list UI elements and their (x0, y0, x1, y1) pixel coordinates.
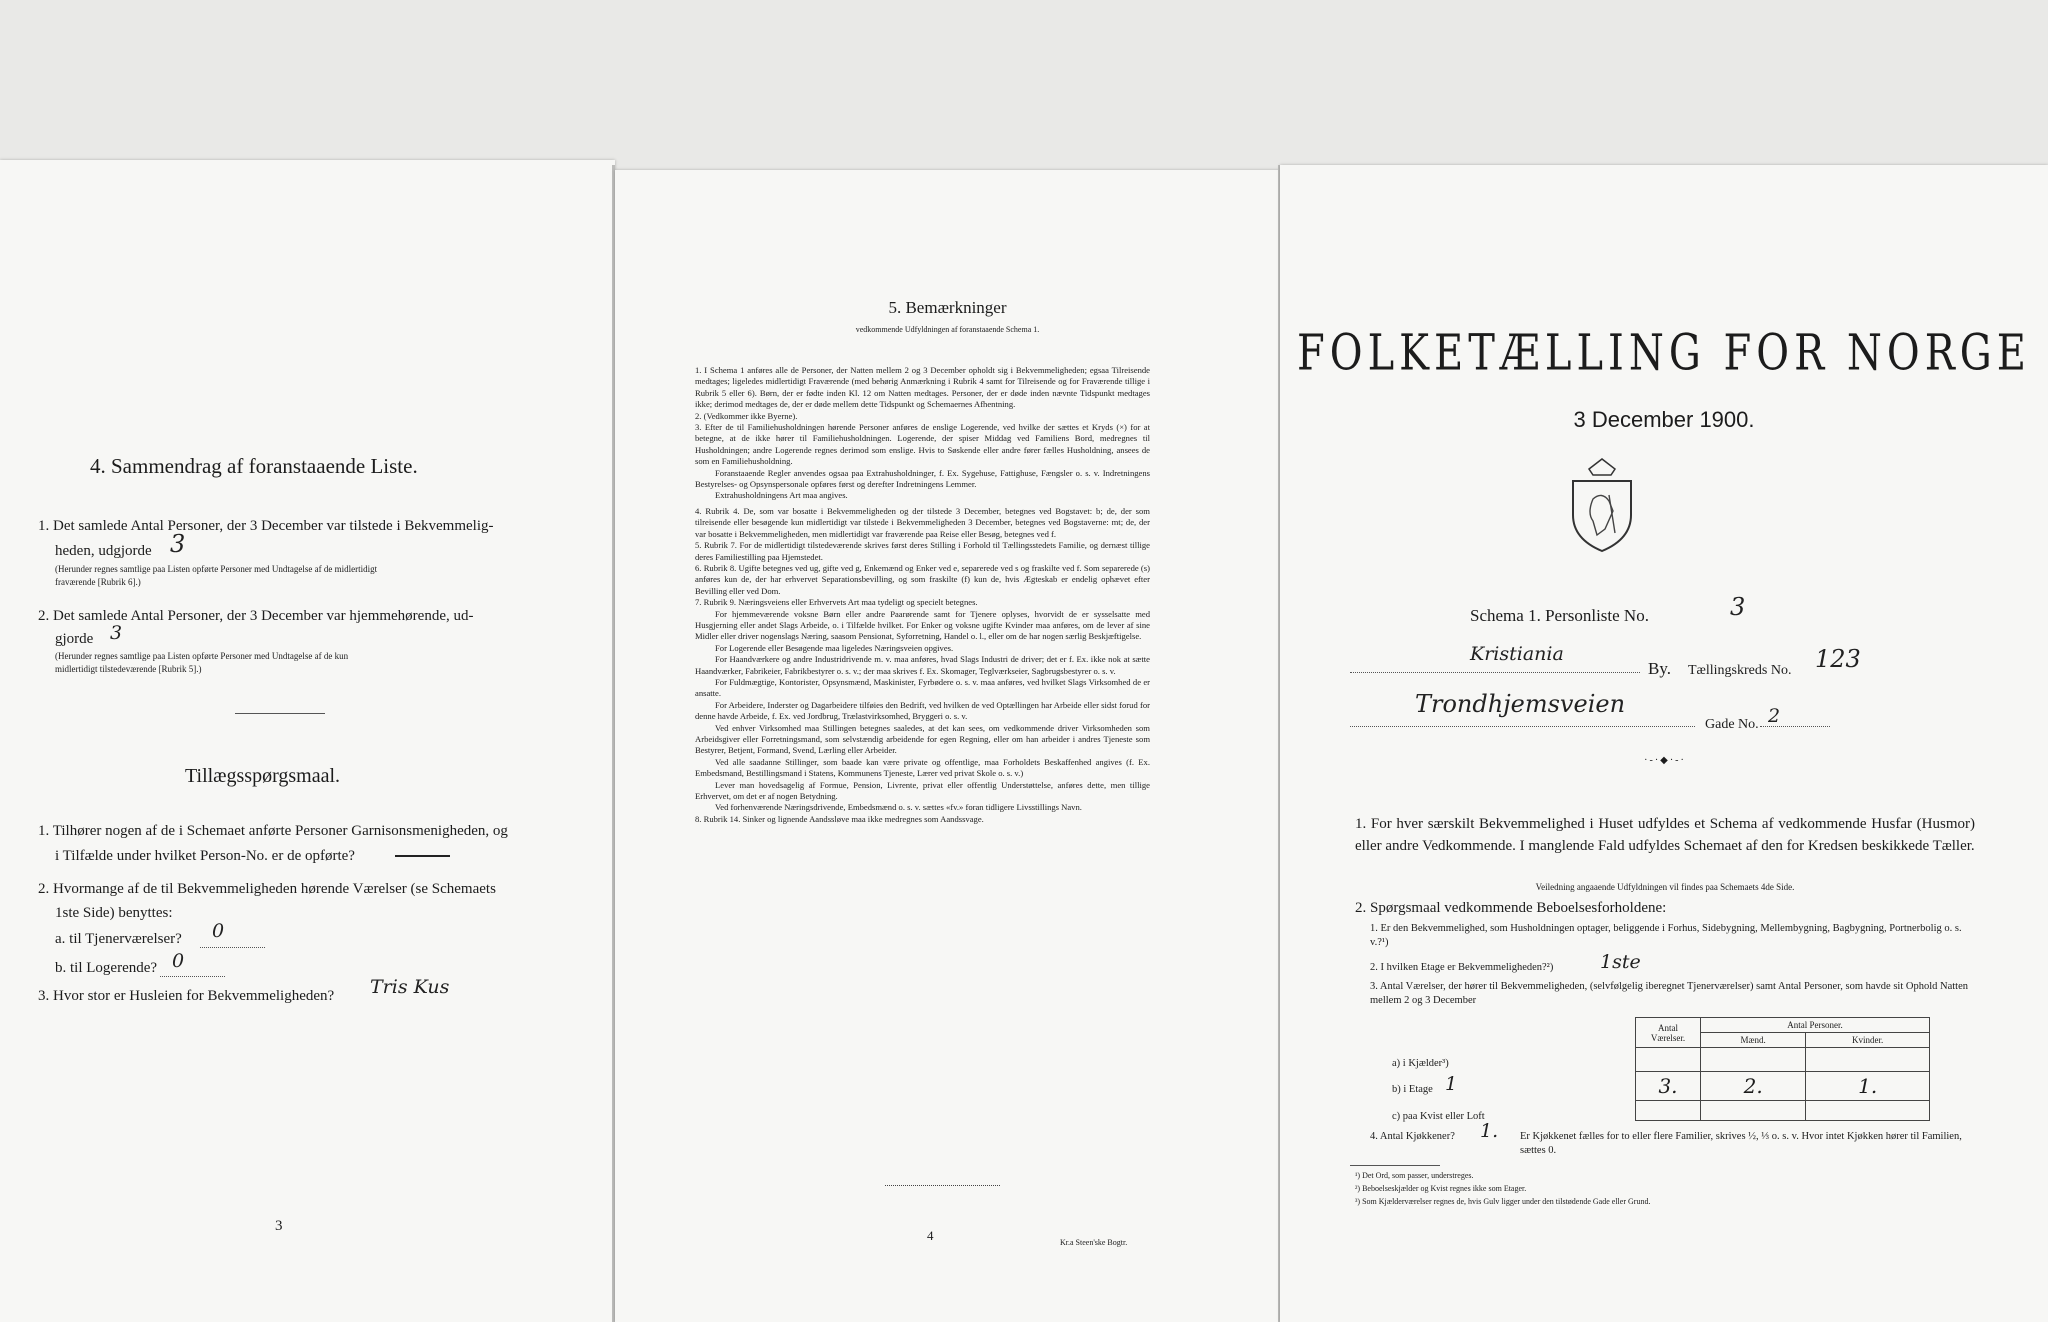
q2-note-2: midlertidigt tilstedeværende [Rubrik 5].) (55, 664, 202, 674)
remark-paragraph: Foranstaaende Regler anvendes ogsaa paa Extrahusholdninger, f. Ex. Sygehuse, Fattighuse, Fængsler o. s. v. Indretningens Bestyrelses- og Opsynspersonale opføres først og derefter Indretningens Lemmer. (695, 467, 1150, 490)
remark-paragraph: For Arbeidere, Inderster og Dagarbeidere tilføies den Bedrift, ved hvilken de ved Optællingen har Arbeide eller sidst forud for denne havde Arbeide, f. Ex. ved Jordbrug, Trælastvirksomhed, Bryggeri o. s. v. (695, 699, 1150, 722)
s2a-label: a. til Tjenerværelser? (55, 931, 182, 947)
divider (885, 1185, 1000, 1186)
th-persons: Antal Personer. (1701, 1018, 1930, 1033)
census-date: 3 December 1900. (1573, 407, 1755, 432)
s1-answer-stroke (395, 855, 450, 857)
row-a-label: a) i Kjælder³) (1392, 1058, 1449, 1069)
supplementary-title: Tillægsspørgsmaal. (185, 765, 341, 787)
census-title: FOLKETÆLLING FOR NORGE (1297, 324, 2031, 382)
instruction-2: 2. Spørgsmaal vedkommende Beboelsesforholdene: (1355, 900, 1667, 916)
schema-value: 3 (1730, 593, 1746, 621)
s2-text-2: 1ste Side) benyttes: (55, 905, 173, 921)
remarks-subtitle: vedkommende Udfyldningen af foranstaaende Schema 1. (855, 325, 1040, 334)
page-1 (1280, 165, 2048, 1322)
q2-note: (Herunder regnes samtlige paa Listen opførte Personer med Undtagelse af de kun (55, 651, 349, 661)
remark-paragraph: 4. Rubrik 4. De, som var bosatte i Bekvemmeligheden og der tilstede 3 December, betegnes ved Bogstavet: b; de, der som tilreisende eller besøgende kun midlertidigt var tilstede i Bekvemmeligheden 3 December, betegnes ved Bogstaverne: mt; de, der var bosatte i Bekvemmeligheden, men midlertidigt var fraværende paa Reise eller Besøg, betegnes ved f. (695, 505, 1150, 539)
q2-text-2: gjorde (55, 631, 94, 647)
s2-text: 2. Hvormange af de til Bekvemmeligheden hørende Værelser (se Schemaets (38, 881, 496, 897)
question-2: 2. I hvilken Etage er Bekvemmeligheden?²) (1370, 962, 1554, 973)
remark-paragraph: For Haandværkere og andre Industridrivende m. v. maa anføres, hvad Slags Industri de driver; det er f. Ex. ikke nok at sætte Haandværker, Fabrikeier, Fabrikbestyrer o. s. v.; der maa skrives f. Ex. Skomager, Teglværkseier, Sagbrugsbestyrer o. s. v. (695, 654, 1150, 676)
remark-paragraph: 2. (Vedkommer ikke Byerne). (695, 410, 798, 421)
district-label: Tællingskreds No. (1688, 663, 1792, 678)
by-label: By. (1648, 659, 1671, 678)
s2a-value: 0 (212, 920, 225, 942)
remark-paragraph: Extrahusholdningens Art maa angives. (715, 490, 848, 501)
schema-label: Schema 1. Personliste No. (1470, 606, 1649, 625)
remark-paragraph: 1. I Schema 1 anføres alle de Personer, der Natten mellem 2 og 3 December opholdt sig i Bekvemmeligheden; egsaa Tilreisende medtages; ligeledes midlertidigt Fraværende (med behørig Anmærkning i Rubrik 4 samt for Tilreisende og for Fraværende tillige i Rubrik 5 eller 6). Børn, der er fødte inden Kl. 12 om Natten medtages. Personer, der er døde inden nævnte Tidspunkt medtages ikke; derimod medtages de, der er døde mellem dette Tidspunkt og Schemaernes Afhentning. (695, 365, 1150, 410)
coat-of-arms-icon (1557, 455, 1647, 555)
th-men: Mænd. (1701, 1033, 1806, 1048)
s2b-dotline (160, 976, 225, 977)
cell (1806, 1048, 1930, 1072)
q2-value: 3 (110, 622, 123, 644)
row-b-men: 2. (1701, 1072, 1806, 1101)
remark-paragraph: For Logerende eller Besøgende maa ligeledes Næringsveien opgives. (715, 642, 954, 653)
page-4 (615, 170, 1280, 1322)
street-value: Trondhjemsveien (1415, 690, 1626, 718)
question-4-text: Er Kjøkkenet fælles for to eller flere Familier, skrives ½, ⅓ o. s. v. Hvor intet Kjøkken hører til Familien, sættes 0. (1520, 1131, 1962, 1156)
footnote-3: ³) Som Kjælderværelser regnes de, hvis Gulv ligger under den tilstødende Gade eller Grund. (1355, 1197, 1651, 1206)
question-2-value: 1ste (1600, 951, 1641, 973)
question-4: 4. Antal Kjøkkener? (1370, 1131, 1455, 1142)
page-3 (0, 160, 615, 1322)
row-b-rooms: 3. (1636, 1072, 1701, 1101)
s1-text: 1. Tilhører nogen af de i Schemaet anførte Personer Garnisonsmenigheden, og (38, 823, 508, 839)
th-rooms: Antal Værelser. (1636, 1018, 1701, 1048)
cell (1701, 1048, 1806, 1072)
th-women: Kvinder. (1806, 1033, 1930, 1048)
remark-paragraph: Ved alle saadanne Stillinger, som baade kan være private og offentlige, maa Forholdets Beskaffenhed angives (f. Ex. Embedsmand, Bestillingsmand i Statens, Kommunens Tjeneste, Lærer ved privat Skole o. s. v.) (695, 756, 1150, 779)
s3-text: 3. Hvor stor er Husleien for Bekvemmeligheden? (38, 988, 335, 1004)
ornament: ·-·◆·-· (1644, 755, 1686, 766)
remark-paragraph: 5. Rubrik 7. For de midlertidigt tilstedeværende skrives først deres Stilling i Forhold til Tællingsstedets Familie, og dernæst tillige deres Familiestilling paa Hjemstedet. (695, 540, 1150, 562)
remark-paragraph: Ved forhenværende Næringsdrivende, Embedsmænd o. s. v. sættes «fv.» foran tidligere Livsstillings Navn. (715, 802, 1082, 813)
summary-title: 4. Sammendrag af foranstaaende Liste. (90, 454, 418, 478)
street-dotline (1350, 726, 1695, 727)
row-b-women: 1. (1806, 1072, 1930, 1101)
remarks-text (695, 365, 1150, 825)
row-c-label: c) paa Kvist eller Loft (1392, 1111, 1485, 1122)
footnote-2: ²) Beboelseskjælder og Kvist regnes ikke som Etager. (1355, 1184, 1527, 1193)
divider (235, 713, 325, 714)
persons-table (1635, 1017, 1930, 1121)
q1-note-2: fraværende [Rubrik 6].) (55, 577, 141, 587)
footnote-rule (1350, 1165, 1440, 1166)
cell (1806, 1101, 1930, 1121)
s2a-dotline (200, 947, 265, 948)
s1-text-2: i Tilfælde under hvilket Person-No. er de opførte? (55, 848, 355, 864)
question-1: 1. Er den Bekvemmelighed, som Husholdningen optager, beliggende i Forhus, Sidebygning, Mellembygning, Bagbygning, Portnerbolig o. s. v.?¹) (1370, 923, 1962, 948)
city-value: Kristiania (1470, 643, 1564, 665)
row-b-floor: 1 (1445, 1073, 1458, 1095)
remark-paragraph: Ved enhver Virksomhed maa Stillingen betegnes saaledes, at det kan sees, om vedkommende driver Virksomheden som Arbeidsgiver eller Forretningsmand, som selvstændig arbeidende for egen Regning, eller om han arbeider i andres Tjeneste som Bestyrer, Betjent, Formand, Svend, Lærling eller Arbeider. (695, 722, 1150, 756)
instruction-1: 1. For hver særskilt Bekvemmelighed i Huset udfyldes et Schema af vedkommende Husfar (Husmor) eller andre Vedkommende. I manglende Fald udfyldes Schemaet af den for Kredsen beskikkede Tæller. (1355, 816, 1975, 854)
printer-mark: Kr.a Steen'ske Bogtr. (1060, 1238, 1128, 1247)
cell (1701, 1101, 1806, 1121)
q2-text: 2. Det samlede Antal Personer, der 3 December var hjemmehørende, ud- (38, 608, 474, 624)
remark-paragraph: 6. Rubrik 8. Ugifte betegnes ved ug, gifte ved g, Enkemænd og Enker ved e, separerede ved s og fraskilte ved f. Som separerede (s) anføres kun de, der har erhvervet Separationsbevilling, og som fraskilte (f) kun de, hvis Ægteskab er endelig ophævet efter Bevilling eller ved Dom. (695, 562, 1150, 596)
cell (1636, 1048, 1701, 1072)
remark-paragraph: 3. Efter de til Familiehusholdningen hørende Personer anføres de enslige Logerende, ved hvilke der sættes et Kryds (×) for at betegne, at de ikke hører til Familiehusholdningen. Logerende, der spiser Middag ved Familiens Bord, medregnes til Husholdningen; andre Logerende regnes derimod som enslige. Hvis to Søskende eller andre fører fælles Husholdning, ansees de som en Familiehusholdning. (695, 422, 1150, 467)
remark-paragraph: 8. Rubrik 14. Sinker og lignende Aandssløve maa ikke medregnes som Aandssvage. (695, 813, 984, 824)
s3-value: Tris Kus (370, 976, 450, 998)
q1-value: 3 (170, 530, 186, 558)
s2b-label: b. til Logerende? (55, 960, 158, 976)
question-4-value: 1. (1480, 1120, 1499, 1142)
row-b-label: b) i Etage (1392, 1084, 1433, 1095)
remark-paragraph: For Fuldmægtige, Kontorister, Opsynsmænd, Maskinister, Fyrbødere o. s. v. maa anføres, ved hvilket Slags Virksomhed de er ansatte. (695, 676, 1150, 699)
gade-value: 2 (1768, 705, 1781, 727)
city-dotline (1350, 672, 1640, 673)
remark-paragraph: Lever man hovedsagelig af Formue, Pension, Livrente, privat eller offentlig Understøttelse, anføres dette, men tillige Erhvervet, om det er af nogen Betydning. (695, 779, 1150, 802)
district-value: 123 (1815, 645, 1861, 673)
gade-label: Gade No. (1705, 717, 1759, 732)
footnote-1: ¹) Det Ord, som passer, understreges. (1355, 1171, 1474, 1180)
instruction-1-note: Veiledning angaaende Udfyldningen vil findes paa Schemaets 4de Side. (1535, 882, 1795, 892)
page-number: 4 (927, 1228, 934, 1243)
question-3: 3. Antal Værelser, der hører til Bekvemmeligheden, (selvfølgelig iberegnet Tjenerværelser) samt Antal Personer, som havde sit Ophold Natten mellem 2 og 3 December (1370, 981, 1968, 1006)
cell (1636, 1101, 1701, 1121)
s2b-value: 0 (172, 950, 185, 972)
q1-note: (Herunder regnes samtlige paa Listen opførte Personer med Undtagelse af de midlertidigt (55, 564, 378, 574)
remark-paragraph: 7. Rubrik 9. Næringsveiens eller Erhvervets Art maa tydeligt og specielt betegnes. (695, 597, 978, 608)
remarks-title: 5. Bemærkninger (888, 298, 1007, 317)
remark-paragraph: For hjemmeværende voksne Børn eller andre Paarørende samt for Tjenere oplyses, hvorvidt de er sysselsatte med Husgjerning eller andet Slags Arbeide, o. i Tilfælde hvilket. For Enker og voksne ugifte Kvinder maa anføres, om de lever af sine Midler eller driver nogenslags Næring, saasom Pensionat, Syforretning, Handel o. l., eller om de har nogen særlig Beskjæftigelse. (695, 608, 1150, 642)
page-number: 3 (275, 1218, 283, 1234)
gade-dotline (1760, 726, 1830, 727)
q1-text-2: heden, udgjorde (55, 543, 152, 559)
q1-text: 1. Det samlede Antal Personer, der 3 December var tilstede i Bekvemmelig- (38, 518, 494, 534)
